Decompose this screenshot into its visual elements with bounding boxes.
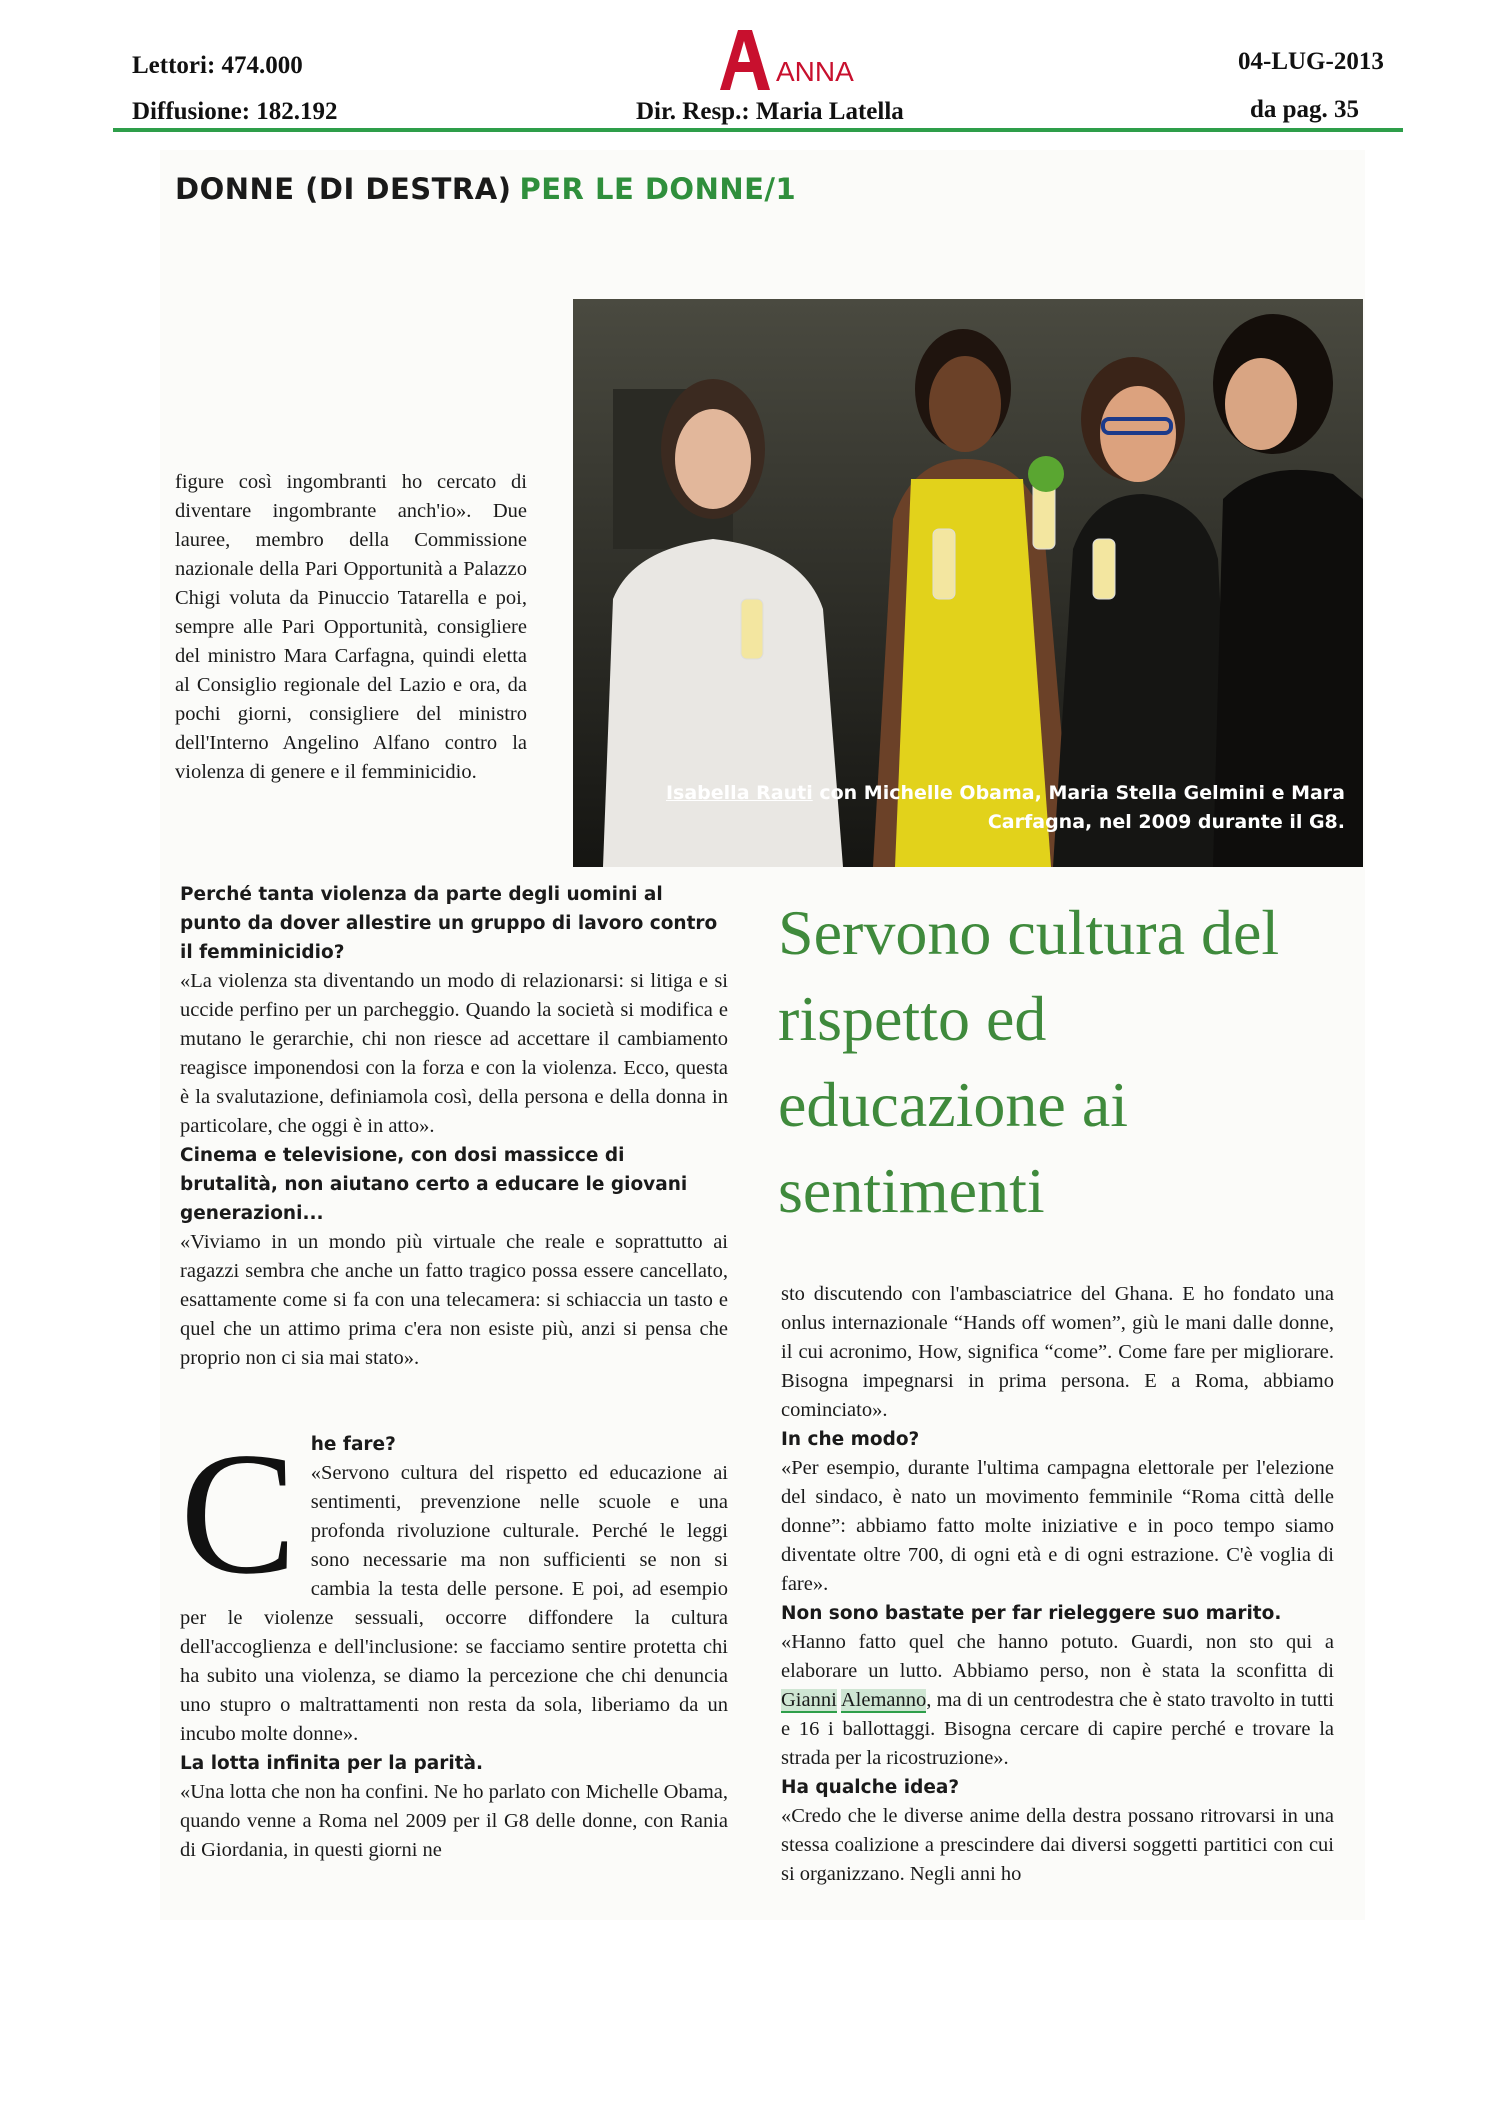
question-3: he fare? (310, 1434, 396, 1455)
intro-paragraph (175, 468, 527, 787)
answer-7: «Credo che le diverse anime della destra possano ritrovarsi in una stessa coalizione a prescindere dai diversi soggetti partitici con cui si organizzano. Negli anni ho (781, 1805, 1334, 1885)
question-2: Cinema e televisione, con dosi massicce di brutalità, non aiutano certo a educare le giovani generazioni... (180, 1145, 688, 1224)
answer-6 (781, 1628, 1334, 1773)
logo-a-icon (716, 28, 774, 92)
left-column-bottom (180, 1416, 728, 1865)
answer-6-end: , ma di un centrodestra che è stato travolto in tutti e 16 i ballottaggi. Bisogna cercare di capire perché e trovare la strada per la ricostruzione». (781, 1689, 1334, 1769)
page-ref: da pag. 35 (1250, 96, 1360, 123)
publication-logo (716, 28, 926, 98)
highlight-alemanno: Alemanno (840, 1689, 927, 1711)
readers-count: Lettori: 474.000 (132, 52, 303, 79)
answer-5: «Per esempio, durante l'ultima campagna elettorale per l'elezione del sindaco, è nato un movimento femminile “Roma città delle donne”: abbiamo fatto molte iniziative e in poco tempo siamo diventate oltre 700, di ogni età e di ogni estrazione. C'è voglia di fare». (781, 1457, 1334, 1595)
question-4: La lotta infinita per la parità. (180, 1753, 484, 1774)
answer-4-continued: sto discutendo con l'ambasciatrice del Ghana. E ho fondato una onlus internazionale “Hands off women”, giù le mani dalle donne, il cui acronimo, How, significa “come”. Come fare per migliorare. Bisogna impegnarsi in prima persona. E a Roma, abbiamo cominciato». (781, 1283, 1334, 1421)
caption-text: con Michelle Obama, Maria Stella Gelmini e Mara Carfagna, nel 2009 durante il G8. (819, 782, 1345, 833)
question-1: Perché tanta violenza da parte degli uomini al punto da dover allestire un gruppo di lavoro contro il femminicidio? (180, 884, 718, 963)
circulation-count: Diffusione: 182.192 (132, 98, 338, 125)
caption-name: Isabella Rauti (665, 782, 813, 804)
question-7: Ha qualche idea? (781, 1777, 960, 1798)
answer-2: «Viviamo in un mondo più virtuale che reale e soprattutto ai ragazzi sembra che anche un fatto tragico possa essere cancellato, esattamente come si fa con una telecamera: si schiaccia un tasto e quel che un attimo prima c'era non esiste più, anzi si pensa che proprio non ci sia mai stato». (180, 1231, 728, 1369)
answer-6-start: «Hanno fatto quel che hanno potuto. Guardi, non sto qui a elaborare un lutto. Abbiamo perso, non è stata la sconfitta di (781, 1631, 1334, 1682)
highlight-gianni: Gianni (781, 1689, 837, 1711)
header-rule (113, 128, 1403, 132)
answer-3: «Servono cultura del rispetto ed educazione ai sentimenti, prevenzione nelle scuole e una profonda rivoluzione culturale. Perché le leggi sono necessarie ma non sufficienti se non si cambia la testa delle persone. E poi, ad esempio per le violenze sessuali, occorre diffondere la cultura dell'accoglienza e dell'inclusione: se facciamo sentire protetta chi ha subito una violenza, se diamo la percezione che chi denuncia uno stupro o maltrattamenti non resta da sola, liberiamo da un incubo molte donne». (180, 1462, 728, 1745)
drop-cap: C (180, 1416, 297, 1610)
pull-quote: Servono cultura del rispetto ed educazione ai sentimenti (778, 897, 1280, 1226)
left-column-top (180, 880, 728, 1373)
publication-name: ANNA (776, 56, 854, 87)
question-5: In che modo? (781, 1429, 920, 1450)
kicker-dark: DONNE (DI DESTRA) (175, 172, 512, 206)
photo-caption (573, 779, 1345, 837)
article-photo (573, 299, 1363, 867)
answer-1: «La violenza sta diventando un modo di relazionarsi: si litiga e si uccide perfino per un parcheggio. Quando la società si modifica e mutano le gerarchie, chi non riesce ad accettare il cambiamento reagisce imponendosi con la forza e con la violenza. Ecco, questa è la svalutazione, definiamola così, della persona e della donna in particolare, che oggi è in atto». (180, 970, 728, 1137)
issue-date: 04-LUG-2013 (1238, 48, 1384, 75)
question-6: Non sono bastate per far rieleggere suo marito. (781, 1603, 1282, 1624)
answer-4: «Una lotta che non ha confini. Ne ho parlato con Michelle Obama, quando venne a Roma nel 2009 per il G8 delle donne, con Rania di Giordania, in questi giorni ne (180, 1781, 728, 1861)
intro-text: figure così ingombranti ho cercato di diventare ingombrante anch'io». Due lauree, membro della Commissione nazionale della Pari Opportunità a Palazzo Chigi voluta da Pinuccio Tatarella e poi, sempre alle Pari Opportunità, consigliere del ministro Mara Carfagna, quindi eletta al Consiglio regionale del Lazio e ora, da pochi giorni, consigliere del ministro dell'Interno Angelino Alfano contro la violenza di genere e il femminicidio. (175, 471, 527, 783)
kicker-green: PER LE DONNE/1 (519, 172, 797, 206)
section-kicker (175, 172, 796, 206)
right-column (781, 1280, 1334, 1889)
director: Dir. Resp.: Maria Latella (636, 98, 904, 125)
